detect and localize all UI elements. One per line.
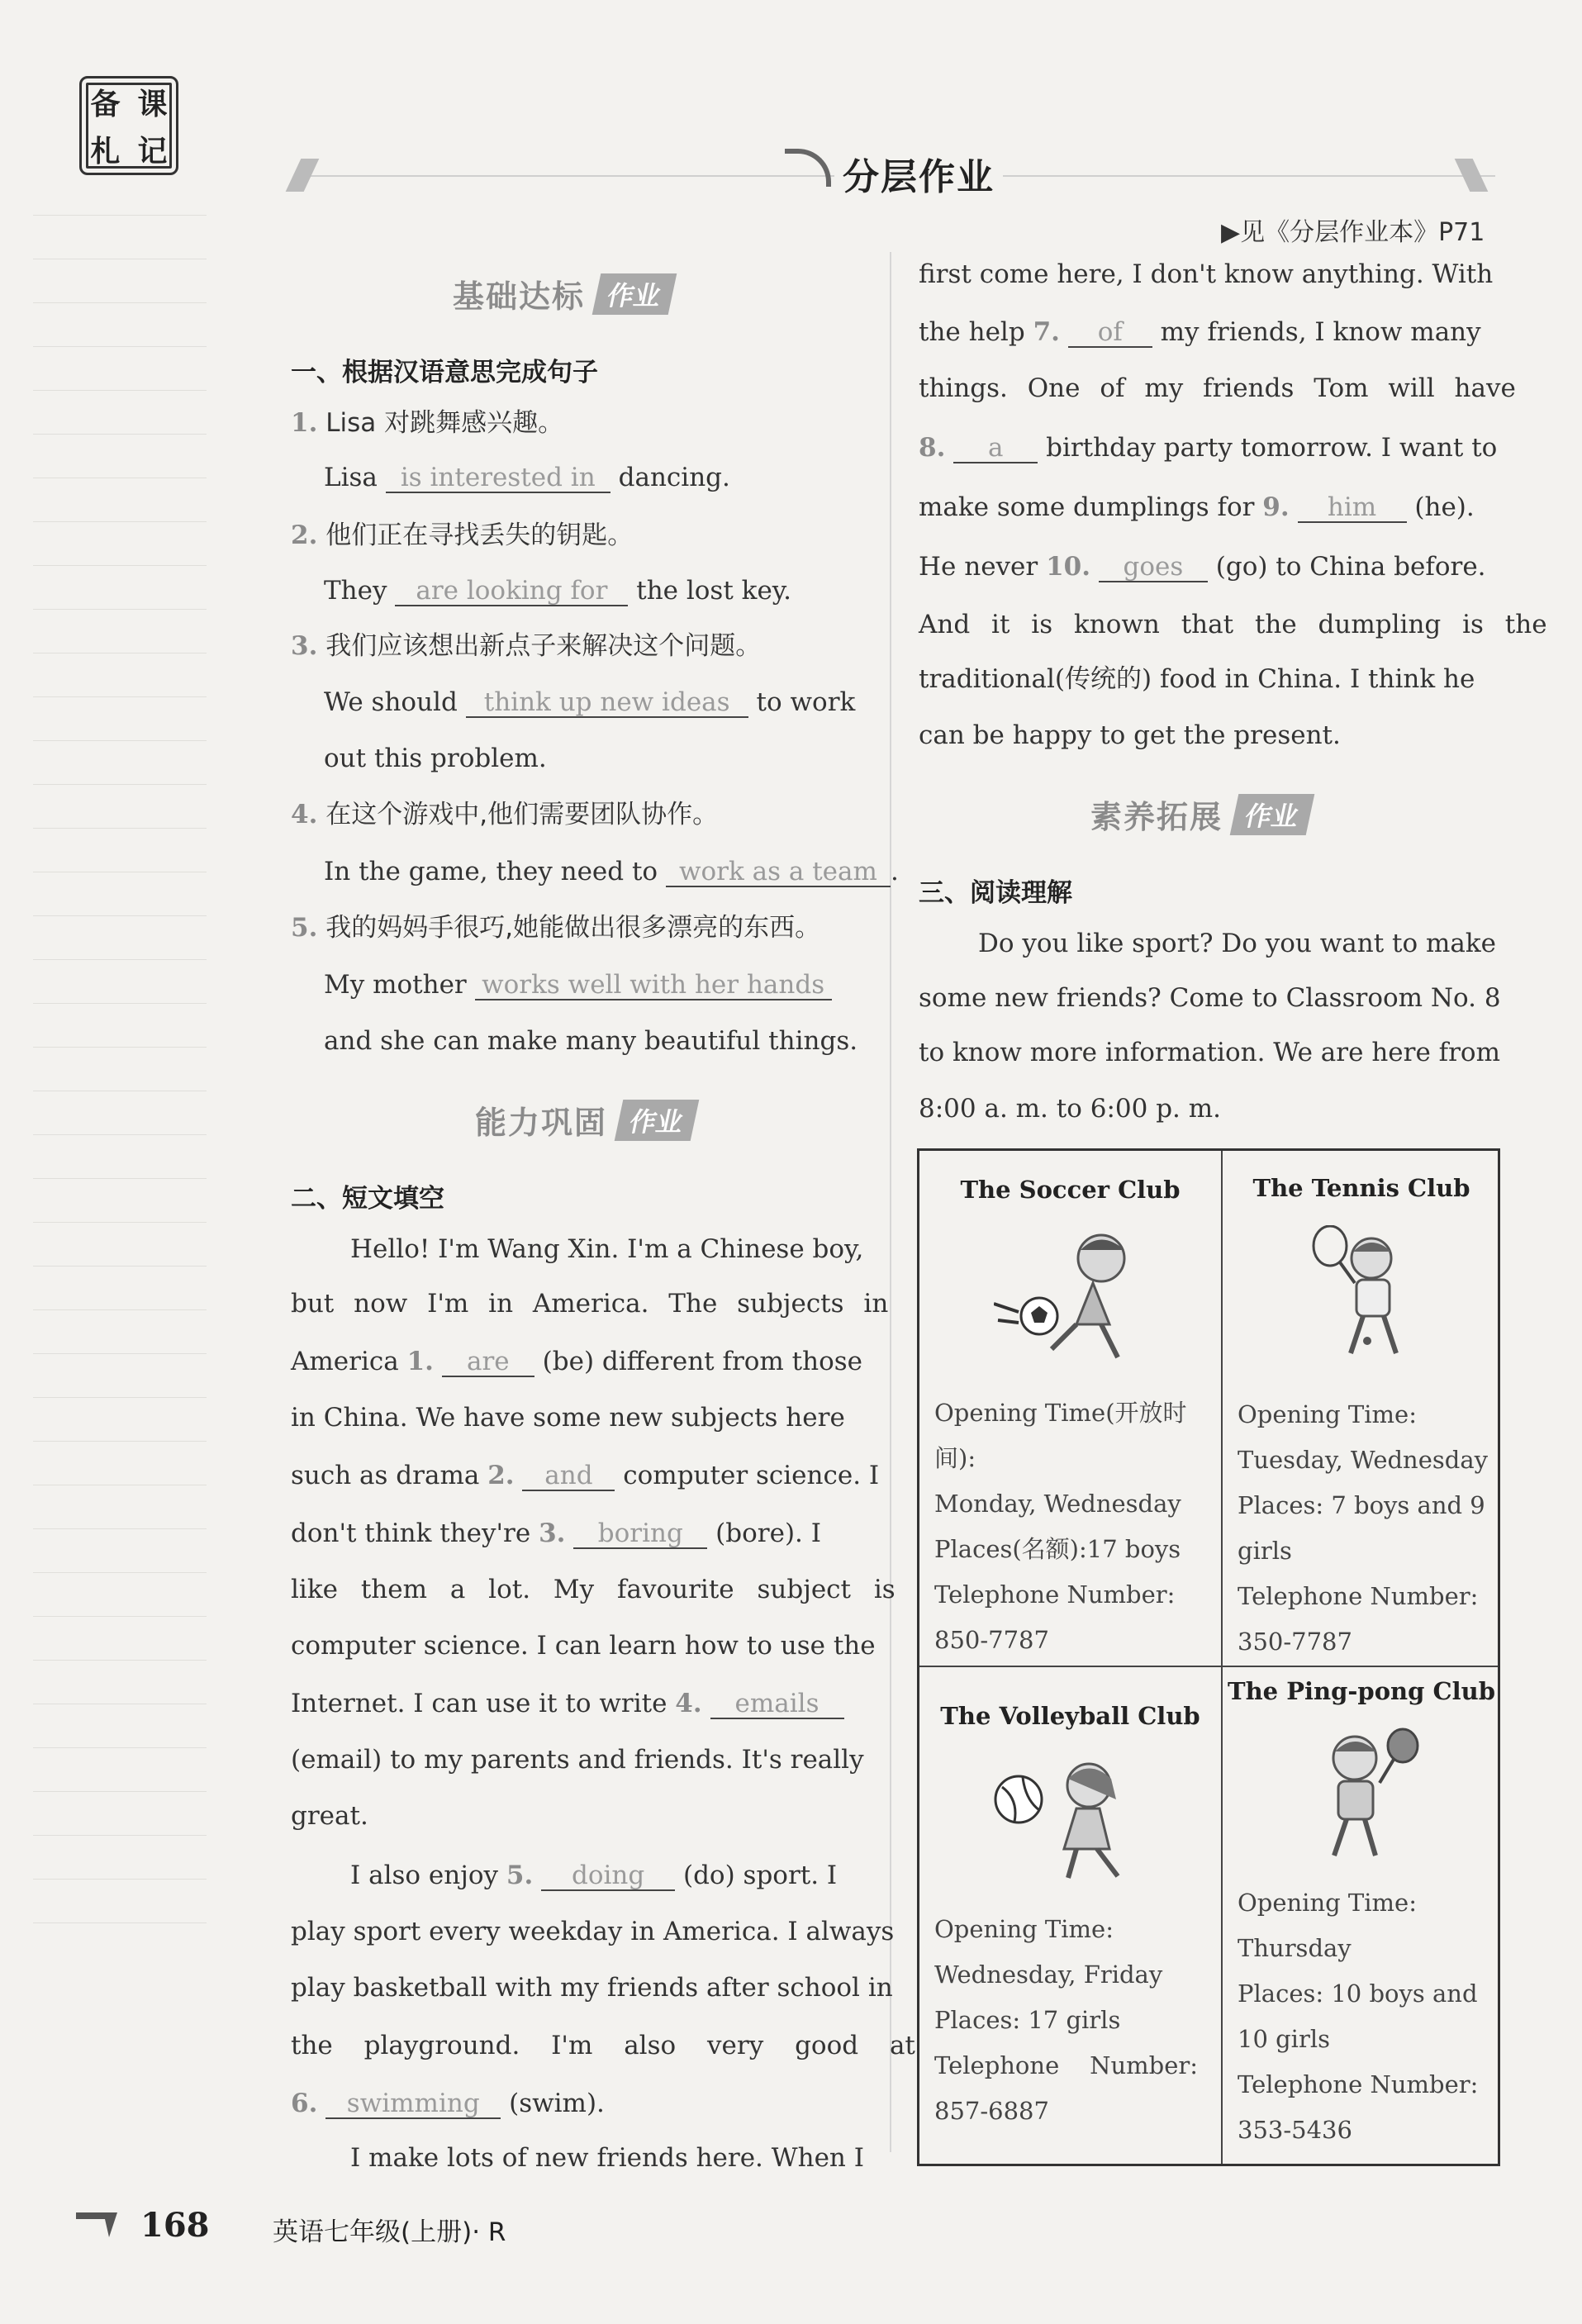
question-prompt: 我们应该想出新点子来解决这个问题。 — [325, 631, 762, 661]
answer-line-5 — [324, 968, 832, 1001]
passage-line-blank-4 — [291, 1687, 844, 1720]
club-detail-line: Telephone Number: — [1238, 1582, 1479, 1610]
club-detail-line: Opening Time: — [1238, 1889, 1417, 1917]
margin-note-lines — [33, 215, 207, 1966]
club-detail-line: Tuesday, Wednesday — [1238, 1446, 1489, 1474]
book-title: 英语七年级(上册)· R — [273, 2217, 506, 2247]
blank-number: 1. — [406, 1347, 434, 1376]
question-number: 4. — [291, 800, 318, 829]
page-corner-arrow-icon — [76, 2204, 126, 2237]
answer-continuation: and she can make many beautiful things. — [324, 1026, 858, 1056]
answer-suffix: dancing. — [618, 463, 730, 492]
passage-text: make some dumplings for — [919, 492, 1255, 522]
answer-blank: him — [1298, 493, 1407, 523]
answer-line-4 — [324, 855, 899, 888]
club-detail-line: 353-5436 — [1238, 2116, 1352, 2144]
club-name: The Volleyball Club — [940, 1702, 1200, 1730]
club-details — [1238, 1392, 1488, 1665]
passage-text: birthday party tomorrow. I want to — [1046, 433, 1498, 463]
passage-line: I make lots of new friends here. When I — [350, 2143, 864, 2173]
answer-continuation: out this problem. — [324, 744, 547, 773]
reading-line: to know more information. We are here from — [919, 1038, 1500, 1067]
part3-heading: 三、阅读理解 — [919, 878, 1072, 908]
answer-blank: and — [522, 1461, 615, 1491]
passage-text: (go) to China before. — [1215, 552, 1486, 582]
answer-prefix: In the game, they need to — [324, 857, 658, 886]
passage-text: (be) different from those — [542, 1347, 863, 1376]
section-badge-tag: 作业 — [592, 273, 677, 315]
passage-line: (email) to my parents and friends. It's really — [291, 1745, 864, 1775]
answer-blank: work as a team — [666, 858, 891, 887]
club-detail-line: Monday, Wednesday — [934, 1490, 1181, 1518]
answer-blank: emails — [710, 1690, 844, 1719]
passage-line: great. — [291, 1801, 368, 1831]
club-detail-line: 857-6887 — [934, 2097, 1049, 2125]
question-prompt: 他们正在寻找丢失的钥匙。 — [325, 520, 634, 550]
club-name: The Soccer Club — [960, 1176, 1181, 1204]
margin-tag-char: 札 — [90, 135, 121, 169]
passage-text: (swim). — [509, 2089, 605, 2118]
passage-text: don't think they're — [291, 1518, 531, 1548]
passage-text: (bore). I — [715, 1518, 821, 1548]
question-3 — [291, 630, 761, 663]
passage-line-blank-1 — [291, 1345, 862, 1378]
passage-line: traditional(传统的) food in China. I think he — [919, 664, 1475, 694]
passage-line: play sport every weekday in America. I always — [291, 1917, 895, 1946]
soccer-player-icon — [994, 1225, 1151, 1370]
passage-line-blank-6 — [291, 2087, 605, 2120]
reading-line: 8:00 a. m. to 6:00 p. m. — [919, 1094, 1222, 1124]
answer-line-3 — [324, 686, 855, 719]
club-cell-volleyball — [919, 1667, 1221, 2166]
club-detail-line: 350-7787 — [1238, 1628, 1352, 1656]
part2-heading: 二、短文填空 — [291, 1184, 444, 1214]
passage-line-blank-2 — [291, 1459, 879, 1492]
passage-line: like them a lot. My favourite subject is — [291, 1575, 896, 1604]
section-badge-ability — [475, 1097, 695, 1143]
column-divider — [890, 252, 891, 2152]
club-detail-line: Places(名额):17 boys — [934, 1535, 1181, 1563]
passage-line: Hello! I'm Wang Xin. I'm a Chinese boy, — [350, 1234, 864, 1264]
club-detail-line: Places: 10 boys and — [1238, 1979, 1478, 2008]
question-number: 1. — [291, 408, 318, 438]
passage-text: He never — [919, 552, 1038, 582]
workbook-reference: ▶见《分层作业本》P71 — [1221, 218, 1485, 247]
passage-text: computer science. I — [623, 1461, 880, 1490]
passage-line: the playground. I'm also very good at — [291, 2031, 915, 2060]
passage-line: things. One of my friends Tom will have — [919, 373, 1516, 403]
club-detail-line: 850-7787 — [934, 1626, 1049, 1654]
blank-number: 9. — [1262, 492, 1290, 522]
club-detail-line: Telephone Number: — [934, 1580, 1176, 1609]
club-detail-line: Telephone Number: — [1238, 2070, 1479, 2098]
club-detail-line: 10 girls — [1238, 2025, 1330, 2053]
answer-suffix: . — [890, 857, 899, 886]
reading-line: Do you like sport? Do you want to make — [978, 929, 1496, 958]
answer-blank: boring — [573, 1519, 707, 1549]
margin-notes-tag — [79, 76, 178, 175]
club-details — [934, 1907, 1198, 2134]
blank-number: 7. — [1033, 317, 1060, 347]
club-details — [1238, 1880, 1478, 2153]
passage-text: I also enjoy — [350, 1861, 499, 1890]
answer-blank: of — [1068, 318, 1152, 348]
answer-suffix: to work — [756, 687, 856, 717]
passage-line-blank-7 — [919, 316, 1481, 349]
answer-line-1 — [324, 461, 730, 494]
passage-text: America — [291, 1347, 399, 1376]
blank-number: 8. — [919, 433, 946, 463]
swoosh-icon — [785, 149, 831, 187]
passage-line-blank-8 — [919, 431, 1497, 464]
answer-blank: think up new ideas — [466, 688, 748, 718]
answer-blank: swimming — [325, 2089, 501, 2119]
question-number: 3. — [291, 631, 318, 661]
question-5 — [291, 911, 820, 944]
club-details — [934, 1390, 1187, 1663]
section-badge-extend — [1090, 791, 1310, 837]
answer-line-2 — [324, 574, 791, 607]
answer-suffix: the lost key. — [636, 576, 792, 606]
answer-prefix: We should — [324, 687, 458, 717]
passage-text: (he). — [1414, 492, 1475, 522]
passage-text: (do) sport. I — [682, 1861, 838, 1890]
passage-line-blank-5 — [350, 1859, 837, 1892]
club-detail-line: Places: 17 girls — [934, 2006, 1121, 2034]
answer-prefix: Lisa — [324, 463, 378, 492]
blank-number: 6. — [291, 2089, 318, 2118]
volleyball-player-icon — [986, 1754, 1151, 1886]
passage-text: but now I'm in America. The subjects in — [291, 1289, 889, 1319]
club-cell-soccer — [919, 1151, 1221, 1666]
answer-prefix: They — [324, 576, 387, 606]
blank-number: 10. — [1046, 552, 1091, 582]
section-badge-label: 能力巩固 — [475, 1105, 608, 1141]
blank-number: 5. — [506, 1861, 534, 1890]
section-badge-label: 素养拓展 — [1090, 799, 1223, 835]
margin-tag-char: 课 — [137, 88, 168, 121]
blank-number: 3. — [539, 1518, 566, 1548]
club-detail-line: Opening Time(开放时 — [934, 1399, 1187, 1427]
club-detail-line: Thursday — [1238, 1934, 1352, 1962]
answer-blank: are looking for — [395, 577, 628, 606]
pingpong-player-icon — [1305, 1725, 1429, 1865]
answer-blank: a — [953, 434, 1038, 463]
club-detail-line: Telephone Number: — [934, 2051, 1199, 2079]
section-badge-tag: 作业 — [615, 1100, 700, 1141]
passage-line: in China. We have some new subjects here — [291, 1403, 845, 1433]
question-prompt: Lisa 对跳舞感兴趣。 — [325, 408, 564, 438]
club-detail-line: Places: 7 boys and 9 — [1238, 1491, 1485, 1519]
passage-line: And it is known that the dumpling is the — [919, 610, 1547, 639]
passage-line-blank-10 — [919, 550, 1486, 583]
club-cell-pingpong — [1223, 1667, 1500, 2166]
answer-blank: works well with her hands — [475, 971, 832, 1000]
question-prompt: 我的妈妈手很巧,她能做出很多漂亮的东西。 — [325, 913, 821, 943]
question-1 — [291, 406, 563, 440]
question-2 — [291, 519, 633, 552]
club-detail-line: Wednesday, Friday — [934, 1960, 1163, 1989]
passage-text: Internet. I can use it to write — [291, 1689, 667, 1718]
reading-line: some new friends? Come to Classroom No. 8 — [919, 983, 1501, 1013]
answer-blank: are — [442, 1347, 534, 1377]
club-name: The Ping-pong Club — [1228, 1677, 1495, 1705]
passage-line: first come here, I don't know anything. With — [919, 259, 1494, 289]
club-name: The Tennis Club — [1252, 1174, 1470, 1202]
blank-number: 2. — [487, 1461, 515, 1490]
answer-prefix: My mother — [324, 970, 467, 1000]
answer-blank: doing — [541, 1861, 675, 1891]
club-detail-line: 间): — [934, 1444, 976, 1472]
passage-line: computer science. I can learn how to use the — [291, 1631, 876, 1661]
passage-line: can be happy to get the present. — [919, 720, 1341, 750]
question-prompt: 在这个游戏中,他们需要团队协作。 — [325, 800, 719, 829]
passage-text: such as drama — [291, 1461, 480, 1490]
passage-text: my friends, I know many — [1160, 317, 1481, 347]
margin-tag-char: 记 — [137, 135, 168, 169]
club-cell-tennis — [1223, 1151, 1500, 1666]
section-badge-basic — [453, 271, 672, 316]
page-title: 分层作业 — [834, 147, 1003, 200]
tennis-player-icon — [1305, 1225, 1421, 1366]
club-detail-line: Opening Time: — [934, 1915, 1114, 1943]
section-badge-tag: 作业 — [1230, 794, 1315, 835]
question-4 — [291, 798, 718, 831]
answer-blank: is interested in — [386, 463, 610, 493]
blank-number: 4. — [675, 1689, 702, 1718]
club-detail-line: Opening Time: — [1238, 1400, 1417, 1428]
passage-line — [291, 1287, 889, 1320]
section-badge-label: 基础达标 — [453, 278, 586, 315]
passage-line: play basketball with my friends after school in — [291, 1973, 893, 2003]
part1-heading: 一、根据汉语意思完成句子 — [291, 358, 598, 387]
question-number: 5. — [291, 913, 318, 943]
margin-tag-char: 备 — [90, 88, 121, 121]
passage-line-blank-9 — [919, 491, 1475, 524]
club-detail-line: girls — [1238, 1537, 1292, 1565]
passage-text: the help — [919, 317, 1025, 347]
question-number: 2. — [291, 520, 318, 550]
answer-blank: goes — [1099, 553, 1208, 582]
club-table — [917, 1148, 1500, 2166]
page-number: 168 — [140, 2206, 210, 2245]
passage-line-blank-3 — [291, 1517, 821, 1550]
